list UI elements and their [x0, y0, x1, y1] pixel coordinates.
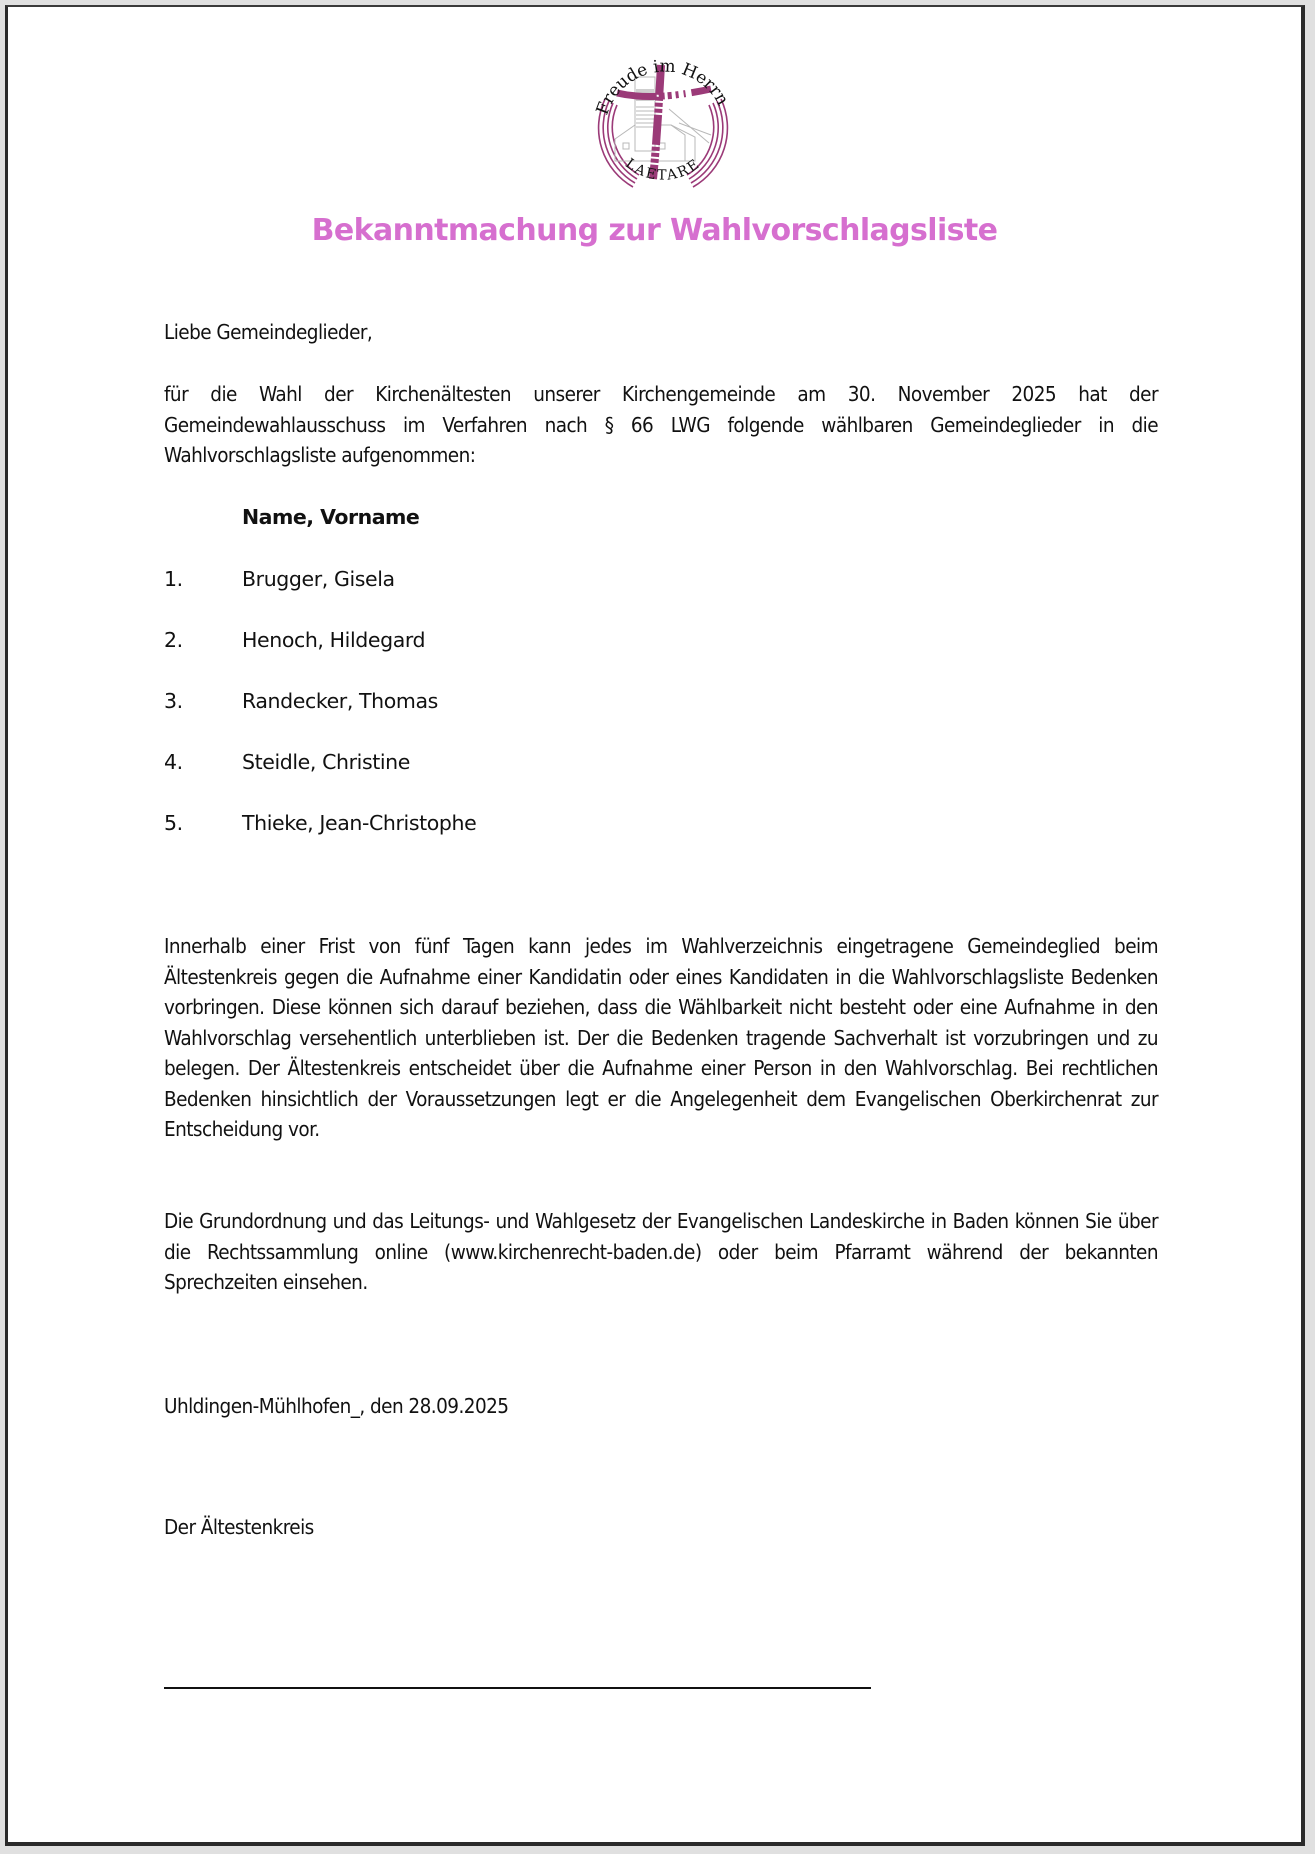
- candidate-name: Henoch, Hildegard: [242, 628, 426, 652]
- list-header: Name, Vorname: [242, 505, 420, 529]
- document-page: [5, 5, 1305, 1846]
- objection-paragraph: Innerhalb einer Frist von fünf Tagen kann jedes im Wahlverzeichnis eingetragene Gemeindeglied beim Ältestenkreis gegen die Aufnahme einer Kandidatin oder eines Kandidaten in die Wahlvorschlagsliste Bedenken vorbringen. Diese können sich darauf beziehen, dass die Wählbarkeit nicht besteht oder eine Aufnahme in den Wahlvorschlag versehentlich unterblieben ist. Der die Bedenken tragende Sachverhalt ist vorzubringen und zu belegen. Der Ältestenkreis entscheidet über die Aufnahme einer Person in den Wahlvorschlag. Bei rechtlichen Bedenken hinsichtlich der Voraussetzungen legt er die Angelegenheit dem Evangelischen Oberkirchenrat zur Entscheidung vor.: [164, 934, 1158, 1141]
- church-logo-icon: [583, 39, 743, 199]
- list-item-number: 3.: [164, 689, 183, 713]
- candidate-name: Randecker, Thomas: [242, 689, 438, 713]
- list-item-number: 1.: [164, 567, 183, 591]
- intro-paragraph: für die Wahl der Kirchenältesten unserer Kirchengemeinde am 30. November 2025 hat der Gemeindewahlausschuss im Verfahren nach § 66 LWG folgende wählbaren Gemeindeglieder in die Wahlvorschlagsliste aufgenommen:: [164, 382, 1158, 467]
- svg-text:LAETARE: LAETARE: [622, 155, 704, 184]
- candidate-name: Thieke, Jean-Christophe: [242, 811, 477, 835]
- list-item-number: 4.: [164, 750, 183, 774]
- greeting: Liebe Gemeindeglieder,: [164, 320, 373, 344]
- place-date: Uhldingen-Mühlhofen_, den 28.09.2025: [164, 1394, 509, 1418]
- list-item-number: 5.: [164, 811, 183, 835]
- list-item-number: 2.: [164, 628, 183, 652]
- candidate-name: Steidle, Christine: [242, 750, 410, 774]
- page-title: Bekanntmachung zur Wahlvorschlagsliste: [311, 213, 998, 248]
- signature-line: [164, 1687, 871, 1689]
- svg-text:Freude im Herrn: Freude im Herrn: [592, 56, 733, 118]
- candidate-name: Brugger, Gisela: [242, 567, 395, 591]
- signature-label: Der Ältestenkreis: [164, 1515, 314, 1539]
- law-paragraph: Die Grundordnung und das Leitungs- und Wahlgesetz der Evangelischen Landeskirche in Baden können Sie über die Rechtssammlung online (www.kirchenrecht-baden.de) oder beim Pfarramt während der bekannten Sprechzeiten einsehen.: [164, 1209, 1158, 1294]
